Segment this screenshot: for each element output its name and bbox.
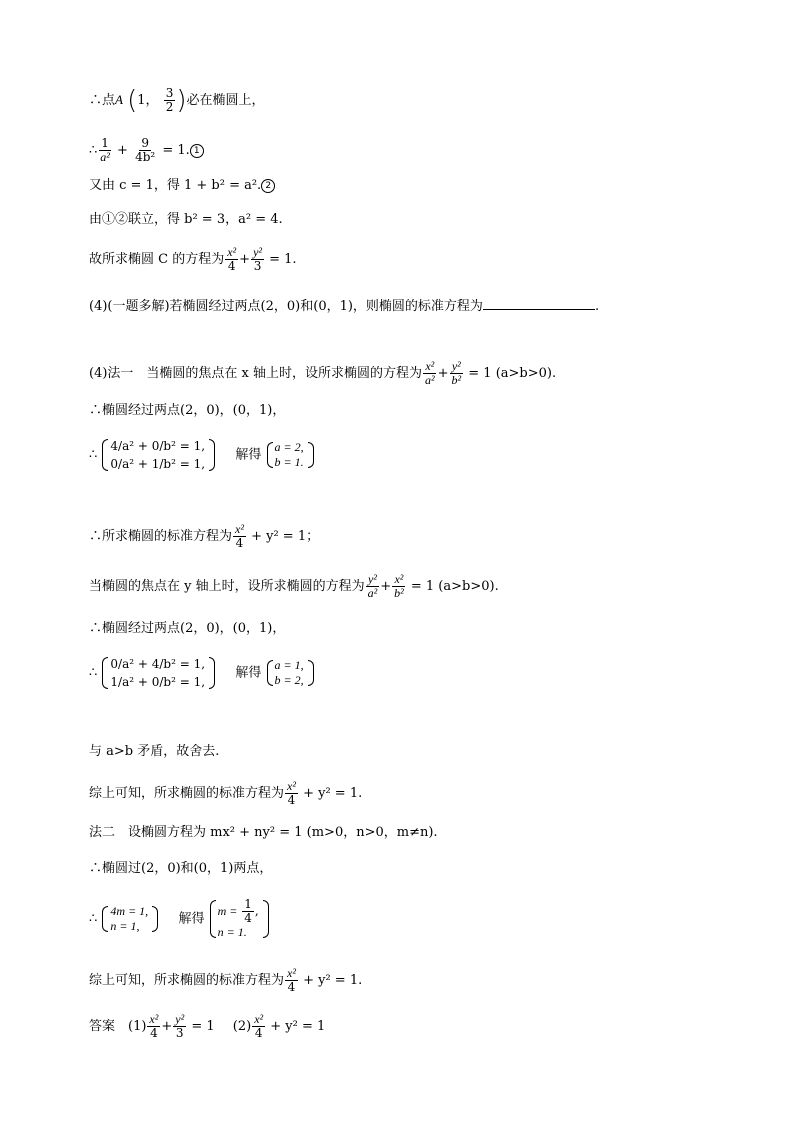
- line-passes-points-2: [89, 621, 285, 637]
- line-system-3: [89, 898, 259, 940]
- solution-system: [209, 898, 259, 940]
- text: 综上可知，所求椭圆的标准方程为: [89, 973, 285, 988]
- text: 法二 设椭圆方程为 mx² + ny² = 1 (m>0，n>0，m≠n).: [89, 825, 438, 840]
- fraction: $\frac{\text{y²}}{\text{a²}}$: [367, 572, 378, 600]
- fraction: $\frac{\text{x²}}{4}$: [227, 245, 237, 273]
- system-row: b = 1.: [274, 455, 304, 469]
- text: + y² = 1；: [251, 529, 320, 544]
- fraction: $\frac{\text{x²}}{\text{a²}}$: [425, 359, 435, 387]
- equation-system: [101, 437, 205, 473]
- fraction: $\frac{\text{x²}}{4}$: [149, 1012, 159, 1040]
- point-label: A: [115, 92, 123, 107]
- text: (2): [232, 1019, 252, 1034]
- system-row: n = 1.: [217, 925, 247, 939]
- plus-sign: +: [380, 579, 392, 594]
- fraction: $\frac{1}{4}$: [244, 897, 252, 925]
- circled-number-2: 2: [261, 179, 275, 193]
- text: = 1.: [269, 252, 297, 267]
- text: 解得: [178, 911, 205, 927]
- text: 又由 c = 1，得 1 + b² = a².: [89, 178, 262, 193]
- plus-sign: +: [239, 252, 251, 267]
- system-row: 0/a² + 1/b² = 1,: [110, 457, 206, 471]
- text: ∴点: [89, 93, 116, 108]
- system-row: 0/a² + 4/b² = 1,: [110, 657, 206, 671]
- system-row: 4m = 1,: [110, 904, 149, 918]
- line-result-1: [89, 523, 319, 550]
- solution-system: [266, 658, 304, 688]
- text: ∴椭圆经过两点(2，0)，(0，1)，: [89, 621, 286, 636]
- fraction: $\frac{\text{x²}}{4}$: [287, 966, 296, 994]
- text: 解得: [235, 665, 262, 681]
- line-equation-1: [89, 137, 204, 164]
- text: ∴椭圆过(2，0)和(0，1)两点，: [89, 861, 273, 876]
- text: 当椭圆的焦点在 y 轴上时，设所求椭圆的方程为: [89, 579, 365, 594]
- line-question-4: (4)(一题多解)若椭圆经过两点(2，0)和(0，1)，则椭圆的标准方程为 .: [89, 299, 600, 314]
- system-row: 1/a² + 0/b² = 1,: [110, 675, 206, 689]
- line-given-c: [89, 178, 275, 194]
- equation-system: [101, 904, 148, 934]
- line-answer: [89, 1013, 325, 1040]
- therefore-symbol: ∴: [89, 911, 98, 927]
- system-row: b = 2,: [274, 673, 304, 687]
- line-contradiction: [89, 744, 219, 760]
- line-passes-points-3: [89, 861, 272, 877]
- line-conclusion-2: [89, 967, 362, 994]
- system-row: m = $\frac{1}{4}$ ,: [217, 897, 259, 925]
- line-method-2: [89, 825, 438, 841]
- coord-x: 1，: [137, 93, 159, 108]
- circled-number-1: 1: [190, 144, 204, 158]
- text: = 1.: [162, 143, 190, 158]
- text: = 1 (a>b>0).: [410, 579, 499, 594]
- fraction: $\frac{\text{x²}}{4}$: [287, 779, 296, 807]
- fraction: $\frac{\text{x²}}{4}$: [235, 522, 244, 550]
- line-y-axis-case: [89, 573, 499, 600]
- text: 必在椭圆上，: [186, 93, 265, 108]
- system-row: 4/a² + 0/b² = 1,: [110, 439, 206, 453]
- system-row: n = 1,: [110, 919, 140, 933]
- text: 与 a>b 矛盾，故舍去.: [89, 744, 220, 759]
- line-passes-points-1: [89, 403, 285, 419]
- solution-system: [266, 440, 304, 470]
- line-point-a: ∴点A (1， $\frac{3}{2}$ )必在椭圆上，: [89, 85, 265, 116]
- line-method-1: [89, 360, 556, 387]
- line-conclusion-1: [89, 780, 362, 807]
- fraction: $\frac{\text{y²}}{3}$: [175, 1012, 185, 1040]
- text: = 1: [191, 1019, 215, 1034]
- text: 解得: [235, 447, 262, 463]
- plus-sign: +: [117, 143, 128, 158]
- line-system-2: [89, 655, 304, 691]
- fraction: $\frac{\text{x²}}{\text{b²}}$: [394, 572, 404, 600]
- therefore-symbol: ∴: [89, 665, 98, 681]
- answer-label: 答案 (1): [89, 1019, 147, 1034]
- system-row: a = 1,: [274, 658, 304, 672]
- text: = 1 (a>b>0).: [468, 366, 557, 381]
- text: (4)法一 当椭圆的焦点在 x 轴上时，设所求椭圆的方程为: [89, 366, 423, 381]
- fraction: $\frac{1}{\text{a²}}$: [100, 136, 110, 164]
- plus-sign: +: [437, 366, 449, 381]
- answer-blank: [483, 297, 595, 310]
- text: ∴所求椭圆的标准方程为: [89, 529, 233, 544]
- fraction: $\frac{\text{y²}}{3}$: [253, 245, 262, 273]
- text: + y² = 1: [270, 1019, 326, 1034]
- text: 综上可知，所求椭圆的标准方程为: [89, 786, 285, 801]
- equation-system: [101, 655, 205, 691]
- therefore-symbol: ∴: [89, 447, 98, 463]
- text: 由①②联立，得 b² = 3，a² = 4.: [89, 212, 283, 227]
- text: + y² = 1.: [303, 973, 363, 988]
- text: 故所求椭圆 C 的方程为: [89, 252, 225, 267]
- fraction: $\frac{9}{\text{4b²}}$: [135, 136, 156, 164]
- line-combine: [89, 212, 283, 228]
- line-ellipse-c: [89, 246, 297, 273]
- line-system-1: [89, 437, 304, 473]
- text: ∴椭圆经过两点(2，0)，(0，1)，: [89, 403, 286, 418]
- text: + y² = 1.: [303, 786, 363, 801]
- therefore-symbol: ∴: [89, 143, 98, 158]
- plus-sign: +: [161, 1019, 173, 1034]
- question-text: (4)(一题多解)若椭圆经过两点(2，0)和(0，1)，则椭圆的标准方程为: [89, 299, 483, 314]
- fraction: $\frac{\text{x²}}{4}$: [254, 1012, 264, 1040]
- system-row: a = 2,: [274, 440, 304, 454]
- fraction: $\frac{\text{y²}}{\text{b²}}$: [451, 359, 462, 387]
- fraction: $\frac{3}{2}$: [165, 86, 174, 114]
